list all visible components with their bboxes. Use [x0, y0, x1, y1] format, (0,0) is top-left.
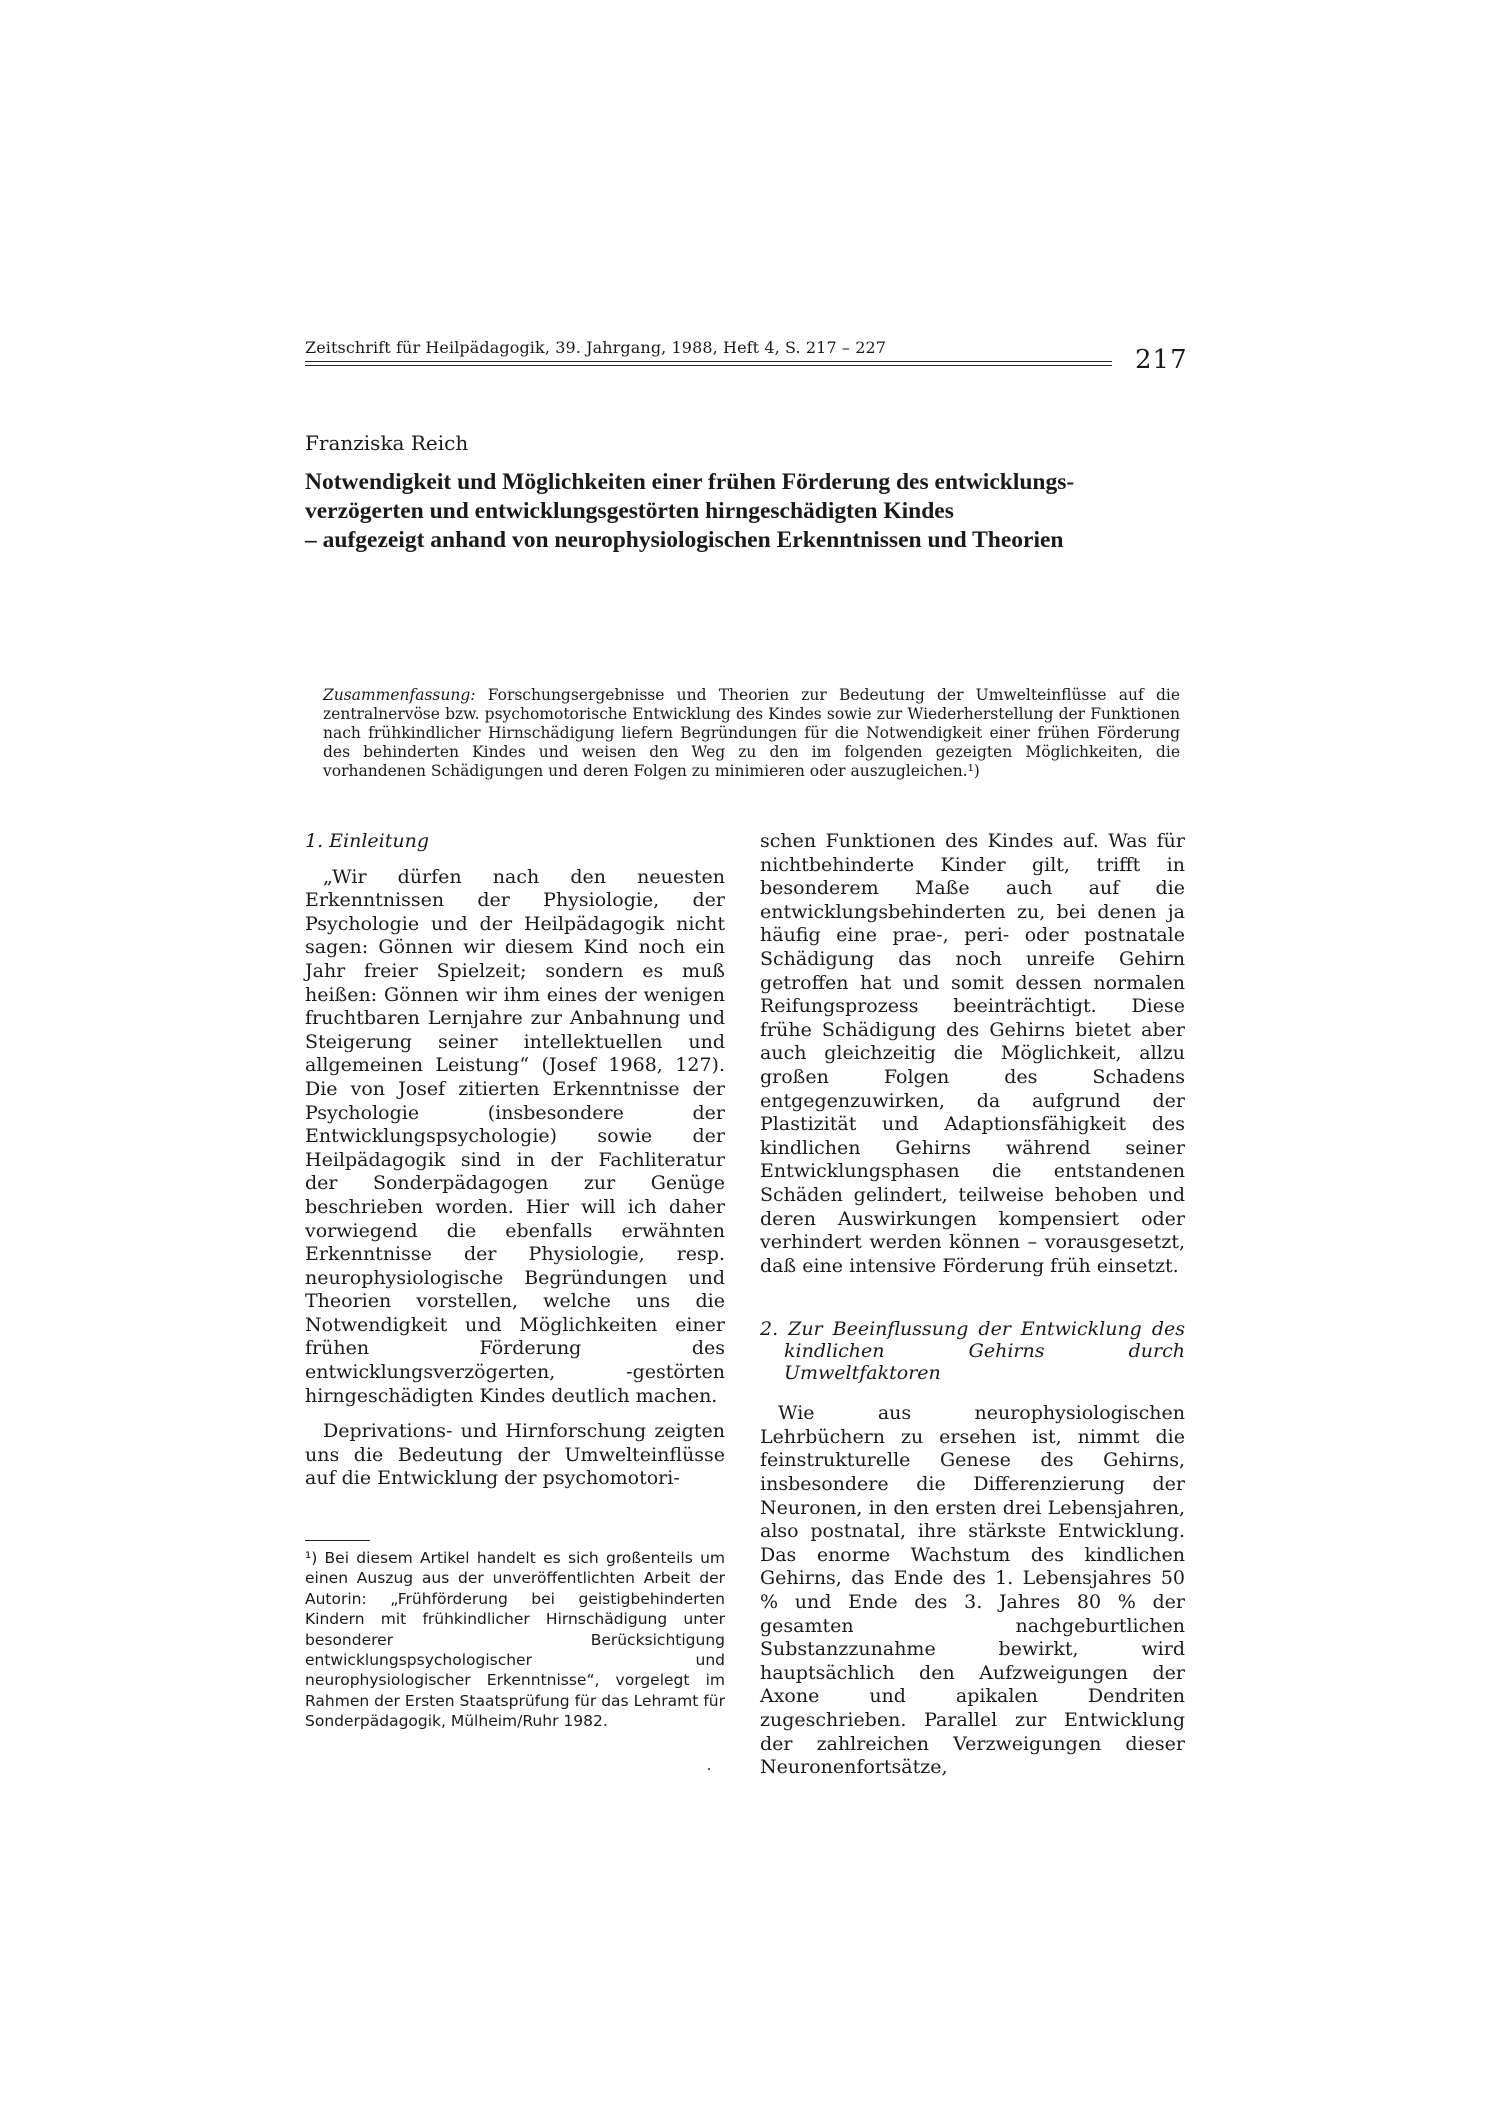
section-heading-brain-development: 2. Zur Beeinflussung der Entwicklung des kindlichen Gehirns durch Umweltfaktoren	[760, 1318, 1185, 1385]
journal-header: Zeitschrift für Heilpädagogik, 39. Jahrgang, 1988, Heft 4, S. 217 – 227	[305, 338, 887, 357]
author-name: Franziska Reich	[305, 431, 469, 455]
body-paragraph: Wie aus neurophysiologischen Lehrbüchern zu ersehen ist, nimmt die feinstrukturelle Genese des Gehirns, insbesondere die Differenzierung der Neuronen, in den ersten drei Lebensjahren, also postnatal, ihre stärkste Entwicklung. Das enorme Wachstum des kindlichen Gehirns, das Ende des 1. Lebensjahres 50 % und Ende des 3. Jahres 80 % der gesamten nachgeburtlichen Substanzzunahme bewirkt, wird hauptsächlich den Aufzweigungen der Axone und apikalen Dendriten zugeschrieben. Parallel zur Entwicklung der zahlreichen Verzweigungen dieser Neuronenfortsätze,	[760, 1402, 1185, 1779]
abstract-text: Forschungsergebnisse und Theorien zur Bedeutung der Umwelteinflüsse auf die zentralnervöse bzw. psychomotorische Entwicklung des Kindes sowie zur Wiederherstellung der Funktionen nach frühkindlicher Hirnschädigung liefern Begründungen für die Notwendigkeit einer frühen Förderung des behinderten Kindes und weisen den Weg zu den im folgenden gezeigten Möglichkeiten, die vorhandenen Schädigungen und deren Folgen zu minimieren oder auszugleichen.¹)	[323, 686, 1180, 780]
body-paragraph: „Wir dürfen nach den neuesten Erkenntnissen der Physiologie, der Psychologie und der Heilpädagogik nicht sagen: Gönnen wir diesem Kind noch ein Jahr freier Spielzeit; sondern es muß heißen: Gönnen wir ihm eines der wenigen fruchtbaren Lernjahre zur Anbahnung und Steigerung seiner intellektuellen und allgemeinen Leistung“ (Josef 1968, 127). Die von Josef zitierten Erkenntnisse der Psychologie (insbesondere der Entwicklungspsychologie) sowie der Heilpädagogik sind in der Fachliteratur der Sonderpädagogen zur Genüge beschrieben worden. Hier will ich daher vorwiegend die ebenfalls erwähnten Erkenntnisse der Physiologie, resp. neurophysiologische Begründungen und Theorien vorstellen, welche uns die Notwendigkeit und Möglichkeiten einer frühen Förderung des entwicklungsverzögerten, -gestörten hirngeschädigten Kindes deutlich machen.	[305, 865, 725, 1407]
scan-speck	[708, 1768, 710, 1770]
title-line: Notwendigkeit und Möglichkeiten einer frühen Förderung des entwicklungs-	[305, 469, 1075, 495]
section-heading-introduction: 1. Einleitung	[305, 830, 430, 852]
title-line: – aufgezeigt anhand von neurophysiologischen Erkenntnissen und Theorien	[305, 527, 1064, 553]
body-paragraph: schen Funktionen des Kindes auf. Was für nichtbehinderte Kinder gilt, trifft in besonderem Maße auch auf die entwicklungsbehinderten zu, bei denen ja häufig eine prae-, peri- oder postnatale Schädigung das noch unreife Gehirn getroffen hat und somit dessen normalen Reifungsprozess beeinträchtigt. Diese frühe Schädigung des Gehirns bietet aber auch gleichzeitig die Möglichkeit, allzu großen Folgen des Schadens entgegenzuwirken, da aufgrund der Plastizität und Adaptionsfähigkeit des kindlichen Gehirns während seiner Entwicklungsphasen die entstandenen Schäden gelindert, teilweise behoben und deren Auswirkungen kompensiert oder verhindert werden können – vorausgesetzt, daß eine intensive Förderung früh einsetzt.	[760, 830, 1185, 1277]
left-column	[305, 830, 725, 1503]
abstract-label: Zusammenfassung:	[323, 686, 476, 704]
title-line: verzögerten und entwicklungsgestörten hirngeschädigten Kindes	[305, 498, 954, 524]
footnote-rule	[305, 1540, 370, 1541]
right-column	[760, 830, 1185, 1792]
header-double-rule	[305, 361, 1112, 369]
footnote: ¹) Bei diesem Artikel handelt es sich großenteils um einen Auszug aus der unveröffentlichten Arbeit der Autorin: „Frühförderung bei geistigbehinderten Kindern mit frühkindlicher Hirnschädigung unter besonderer Berücksichtigung entwicklungspsychologischer und neurophysiologischer Erkenntnisse“, vorgelegt im Rahmen der Ersten Staatsprüfung für das Lehramt für Sonderpädagogik, Mülheim/Ruhr 1982.	[305, 1549, 725, 1731]
page-number: 217	[1135, 345, 1188, 375]
body-paragraph: Deprivations- und Hirnforschung zeigten uns die Bedeutung der Umwelteinflüsse auf die Entwicklung der psychomotori-	[305, 1420, 725, 1490]
article-title	[305, 468, 1205, 555]
abstract	[323, 686, 1180, 781]
